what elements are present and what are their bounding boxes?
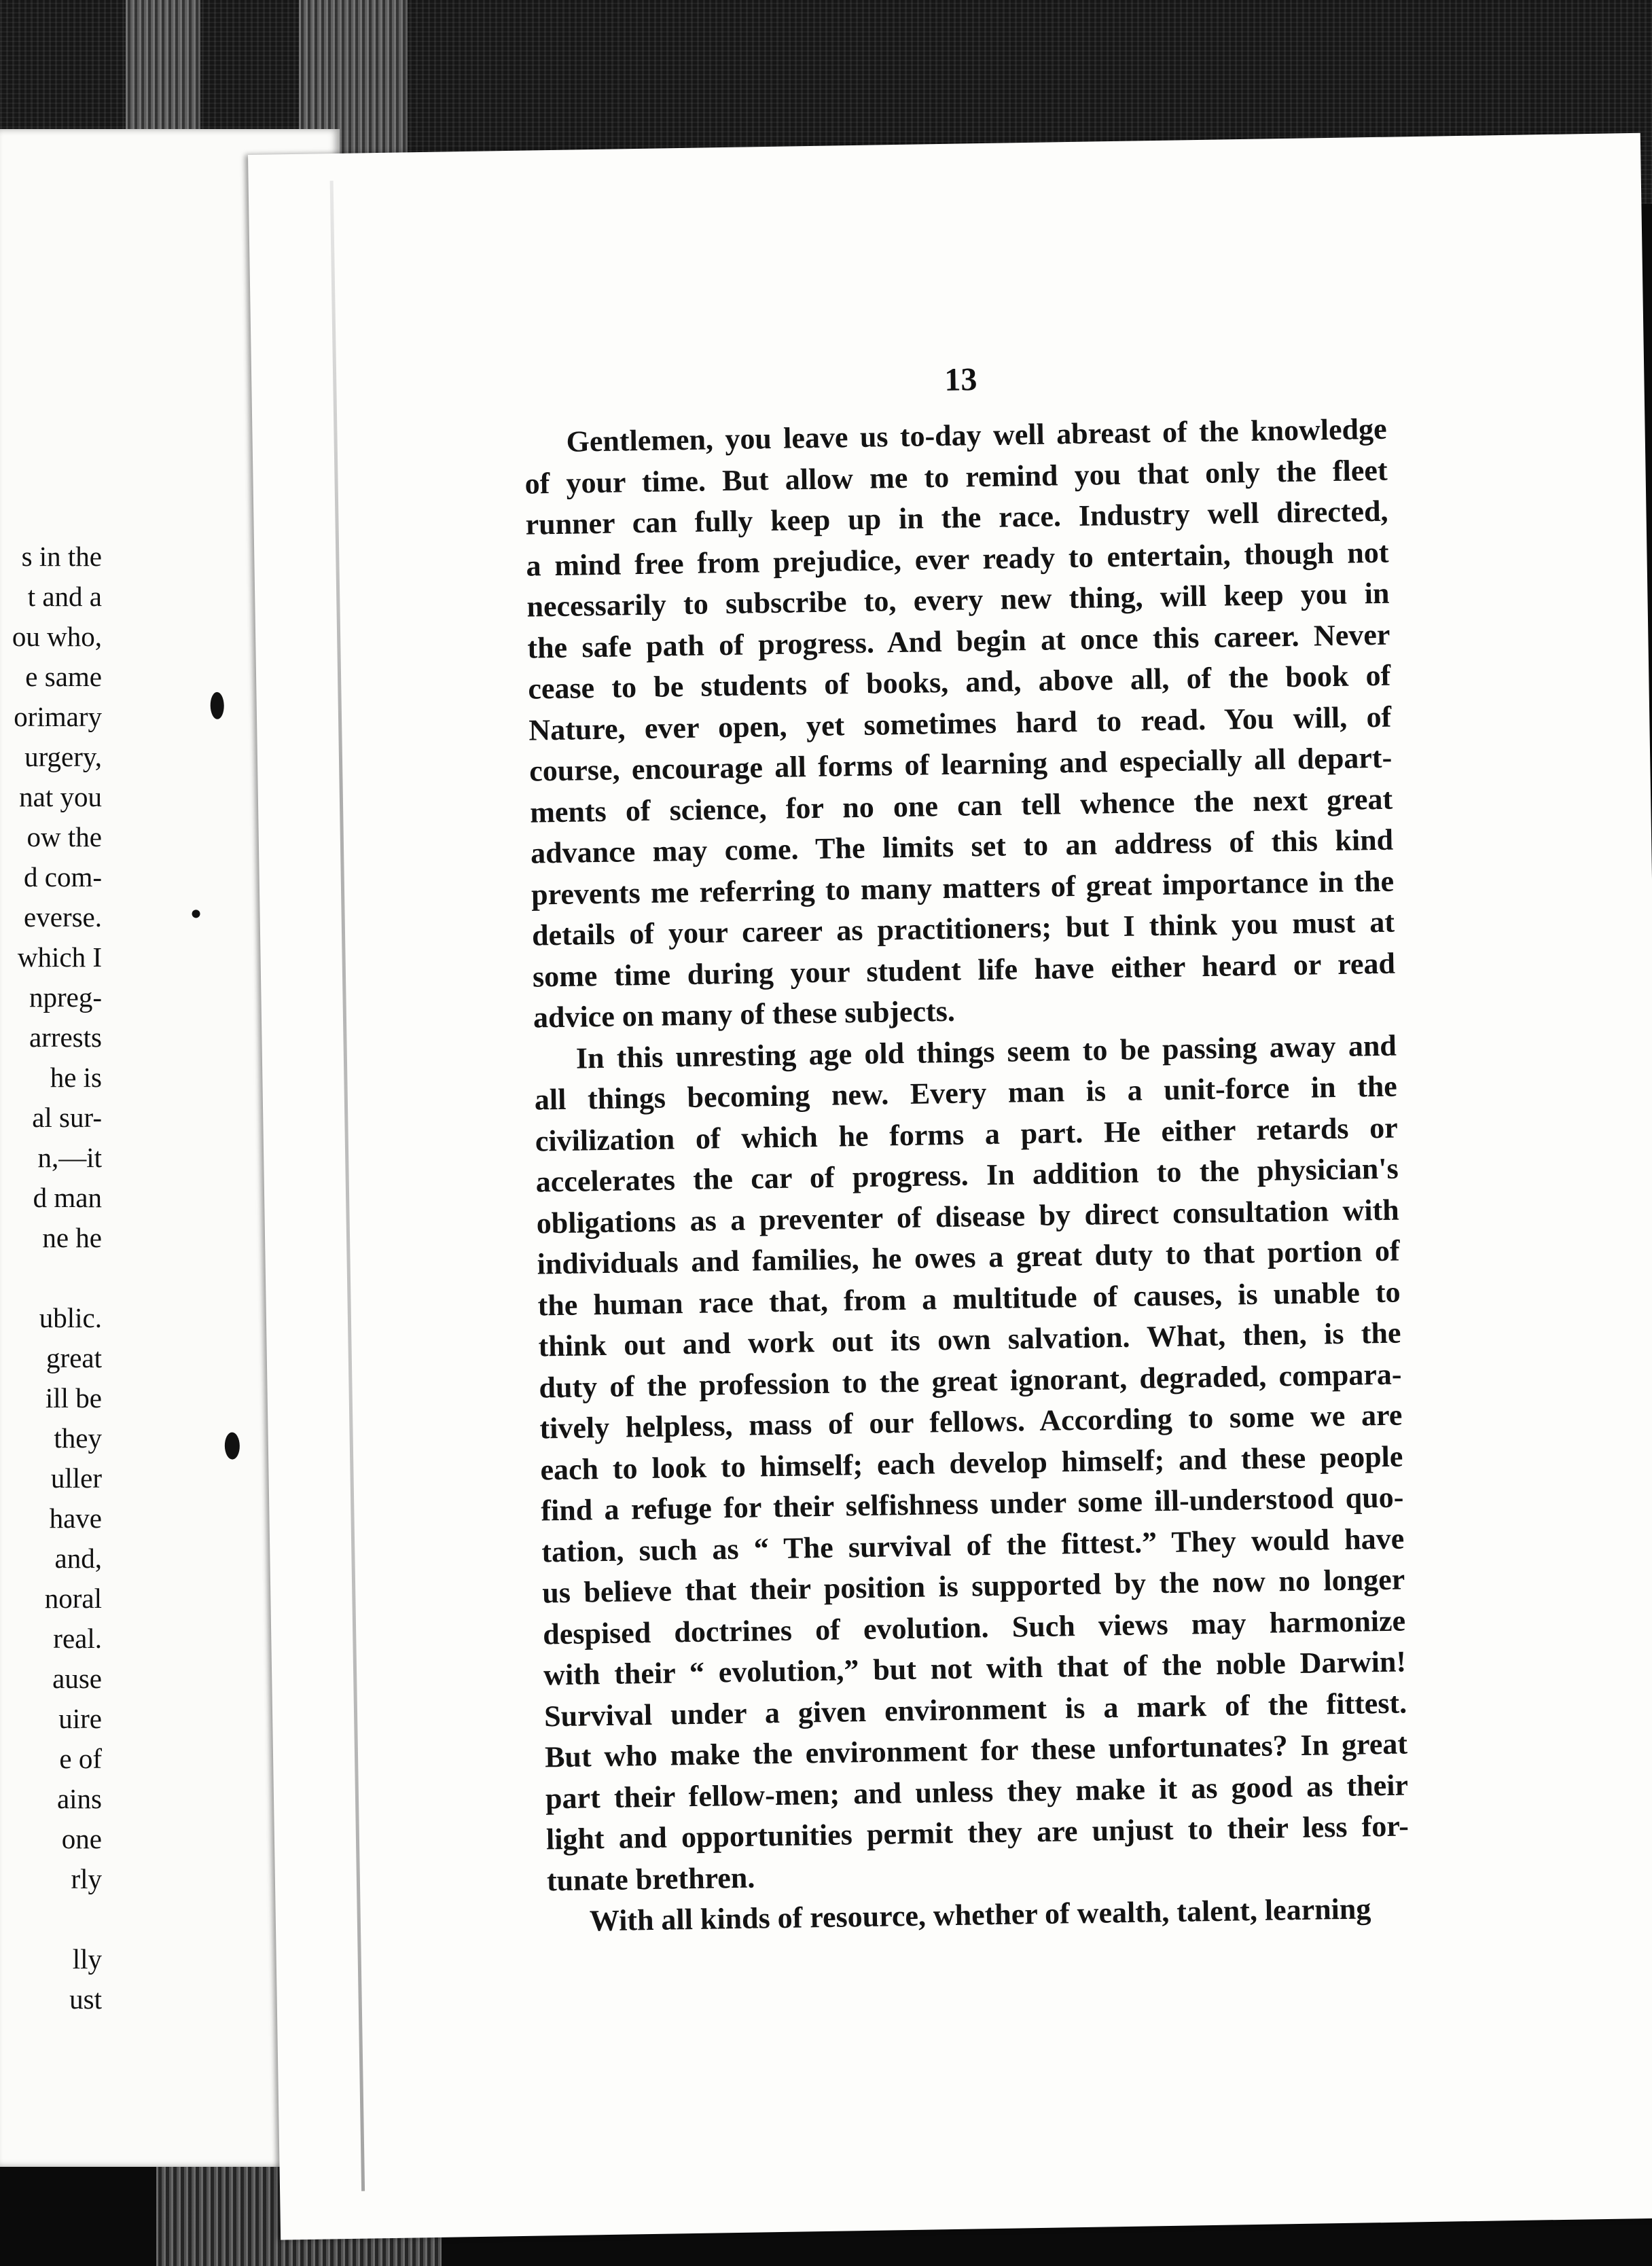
text-line: individuals and families, he owes a great duty to that portion of: [537, 1234, 1400, 1281]
left-page-fragment: real.: [53, 1623, 102, 1654]
left-page-fragment: and,: [54, 1543, 102, 1574]
text-line: necessarily to subscribe to, every new thing, will keep you in: [526, 576, 1390, 624]
left-page-fragment: e of: [59, 1743, 102, 1774]
paragraph: [533, 1025, 1409, 1901]
left-page-fragment: he is: [50, 1062, 102, 1093]
right-page: [248, 133, 1652, 2240]
text-line: despised doctrines of evolution. Such views may harmonize: [542, 1604, 1406, 1651]
text-line: details of your career as practitioners; but I think you must at: [531, 905, 1395, 952]
text-line: us believe that their position is supported by the now no longer: [541, 1562, 1405, 1610]
page-number: 13: [944, 361, 977, 398]
left-page-fragment: nat you: [19, 781, 102, 812]
left-page-fragment: ust: [69, 1983, 102, 2015]
text-line: the human race that, from a multitude of causes, is unable to: [537, 1275, 1401, 1323]
left-page-fragment: have: [49, 1503, 102, 1534]
text-line: find a refuge for their selfishness under some ill-understood quo-: [541, 1480, 1404, 1528]
text-line: all things becoming new. Every man is a unit-force in the: [534, 1069, 1398, 1117]
text-line: each to look to himself; each develop himself; and these people: [540, 1439, 1403, 1486]
text-line: duty of the profession to the great ignorant, degraded, compara-: [539, 1357, 1402, 1404]
left-page-fragment: everse.: [24, 901, 102, 933]
left-page-fragment: al sur-: [32, 1102, 102, 1133]
left-page-fragment: noral: [44, 1583, 102, 1614]
left-page-fragment: they: [54, 1422, 102, 1454]
left-page-fragment: e same: [25, 661, 102, 692]
text-line: a mind free from prejudice, ever ready to entertain, though not: [526, 535, 1389, 583]
text-line: some time during your student life have either heard or read: [532, 946, 1396, 994]
page-body-text: [524, 409, 1410, 1943]
left-page-fragment: uire: [58, 1703, 102, 1734]
text-line: In this unresting age old things seem to be passing away and: [575, 1028, 1397, 1075]
text-line: part their fellow-men; and unless they make it as good as their: [545, 1767, 1409, 1815]
left-page-fragment: lly: [72, 1943, 102, 1975]
left-page-fragment: one: [61, 1823, 102, 1854]
left-page-fragment: [0, 1258, 102, 1298]
left-page-fragment: ains: [56, 1783, 102, 1814]
text-line: course, encourage all forms of learning and especially all depart-: [528, 740, 1393, 788]
text-line: of your time. But allow me to remind you that only the fleet: [524, 453, 1388, 501]
left-page-fragment: d com-: [24, 861, 102, 893]
text-line: Gentlemen, you leave us to-day well abreast of the knowledge: [566, 412, 1387, 458]
text-line: But who make the environment for these unfortunates? In great: [544, 1727, 1408, 1774]
text-line: accelerates the car of progress. In addition to the physician's: [535, 1151, 1399, 1199]
left-page-fragment: ou who,: [12, 621, 102, 652]
left-page-fragment: which I: [17, 941, 102, 973]
text-line: light and opportunities permit they are unjust to their less for-: [545, 1809, 1409, 1856]
text-line: prevents me referring to many matters of great importance in the: [531, 864, 1395, 912]
text-line: tation, such as “ The survival of the fittest.” They would have: [541, 1522, 1405, 1568]
left-page-fragment: uller: [50, 1462, 102, 1494]
text-line: runner can fully keep up in the race. Industry well directed,: [525, 494, 1388, 541]
ink-blot: [225, 1432, 240, 1459]
left-page-fragment: ow the: [26, 821, 102, 852]
text-line: civilization of which he forms a part. He either retards or: [535, 1111, 1399, 1158]
page-gutter-line: [330, 181, 365, 2191]
ink-blot: [210, 692, 224, 719]
left-page-fragment: s in the: [21, 541, 102, 572]
text-line: advice on many of these subjects.: [533, 994, 956, 1035]
text-line: cease to be students of books, and, above all, of the book of: [528, 658, 1391, 706]
left-page-fragment: ill be: [45, 1382, 102, 1414]
text-line: tunate brethren.: [546, 1860, 755, 1897]
left-page-fragment: ause: [52, 1663, 102, 1694]
text-line: advance may come. The limits set to an address of this kind: [530, 823, 1394, 870]
text-line: ments of science, for no one can tell whence the next great: [529, 782, 1393, 829]
left-page-fragment: ne he: [42, 1222, 102, 1253]
text-line: the safe path of progress. And begin at once this career. Never: [527, 617, 1390, 665]
text-line: tively helpless, mass of our fellows. According to some we are: [539, 1398, 1403, 1445]
left-page-fragment: rly: [71, 1863, 102, 1894]
left-page-fragment: arrests: [29, 1022, 102, 1053]
text-line: With all kinds of resource, whether of wealth, talent, learning: [589, 1892, 1371, 1938]
left-page-fragment: t and a: [27, 581, 102, 612]
text-line: Survival under a given environment is a mark of the fittest.: [543, 1685, 1407, 1733]
text-line: think out and work out its own salvation. What, then, is the: [538, 1316, 1401, 1363]
text-line: with their “ evolution,” but not with that of the noble Darwin!: [543, 1644, 1407, 1692]
left-page-fragment: great: [46, 1342, 102, 1373]
left-page-fragment: [0, 1899, 102, 1939]
left-page-fragment: urgery,: [24, 741, 102, 772]
left-page-fragment: n,—it: [37, 1142, 102, 1173]
left-page-fragment: npreg-: [29, 982, 102, 1013]
paragraph: [524, 409, 1396, 1039]
left-page-fragment: ublic.: [39, 1302, 102, 1333]
left-page-fragment: d man: [33, 1182, 102, 1213]
text-line: Nature, ever open, yet sometimes hard to read. You will, of: [528, 700, 1392, 747]
left-page-fragment: orimary: [14, 701, 102, 732]
text-line: obligations as a preventer of disease by direct consultation with: [536, 1193, 1399, 1240]
left-page-text-fragments: [0, 537, 102, 2019]
